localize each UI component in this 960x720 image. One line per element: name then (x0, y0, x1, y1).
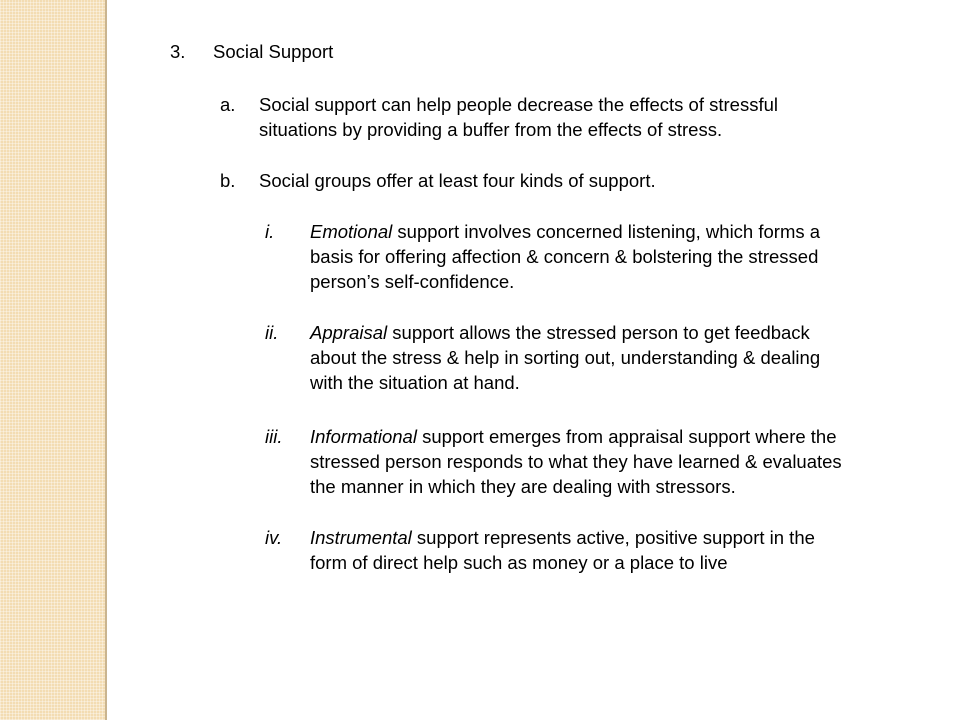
point-b-line-1: Social groups offer at least four kinds of support. (259, 170, 656, 191)
point-a-marker: a. (220, 94, 236, 115)
subpoint-iii-first-rest: support emerges from appraisal support where the (416, 426, 837, 447)
subpoint-iii-term: Informational (310, 426, 417, 447)
subpoint-i-marker: i. (265, 221, 275, 242)
subpoint-i-first-rest: support involves concerned listening, which forms a (392, 221, 821, 242)
subpoint-ii-first-rest: support allows the stressed person to get feedback (387, 322, 810, 343)
point-b-marker: b. (220, 170, 236, 191)
subpoint-ii-term: Appraisal (310, 322, 388, 343)
subpoint-iii-line-2: stressed person responds to what they have learned & evaluates (310, 451, 842, 472)
subpoint-ii-line-3: with the situation at hand. (310, 372, 520, 393)
subpoint-iv-line-1 (310, 525, 815, 550)
section-number: 3. (170, 41, 186, 62)
subpoint-ii-line-1 (310, 320, 810, 345)
subpoint-iv-first-rest: support represents active, positive support in the (411, 527, 815, 548)
subpoint-i-term: Emotional (310, 221, 393, 242)
section-title: Social Support (213, 41, 334, 62)
subpoint-i-line-2: basis for offering affection & concern & bolstering the stressed (310, 246, 819, 267)
subpoint-iii-line-1 (310, 424, 837, 449)
subpoint-iv-line-2: form of direct help such as money or a place to live (310, 552, 728, 573)
subpoint-i-line-1 (310, 219, 820, 244)
subpoint-iii-marker: iii. (265, 426, 283, 447)
subpoint-iii-line-3: the manner in which they are dealing with stressors. (310, 476, 736, 497)
subpoint-i-line-3: person’s self-confidence. (310, 271, 515, 292)
subpoint-ii-line-2: about the stress & help in sorting out, understanding & dealing (310, 347, 821, 368)
subpoint-iv-marker: iv. (265, 527, 283, 548)
point-a-line-2: situations by providing a buffer from the effects of stress. (259, 119, 723, 140)
point-a-line-1: Social support can help people decrease the effects of stressful (259, 94, 779, 115)
subpoint-iv-term: Instrumental (310, 527, 412, 548)
subpoint-ii-marker: ii. (265, 322, 279, 343)
